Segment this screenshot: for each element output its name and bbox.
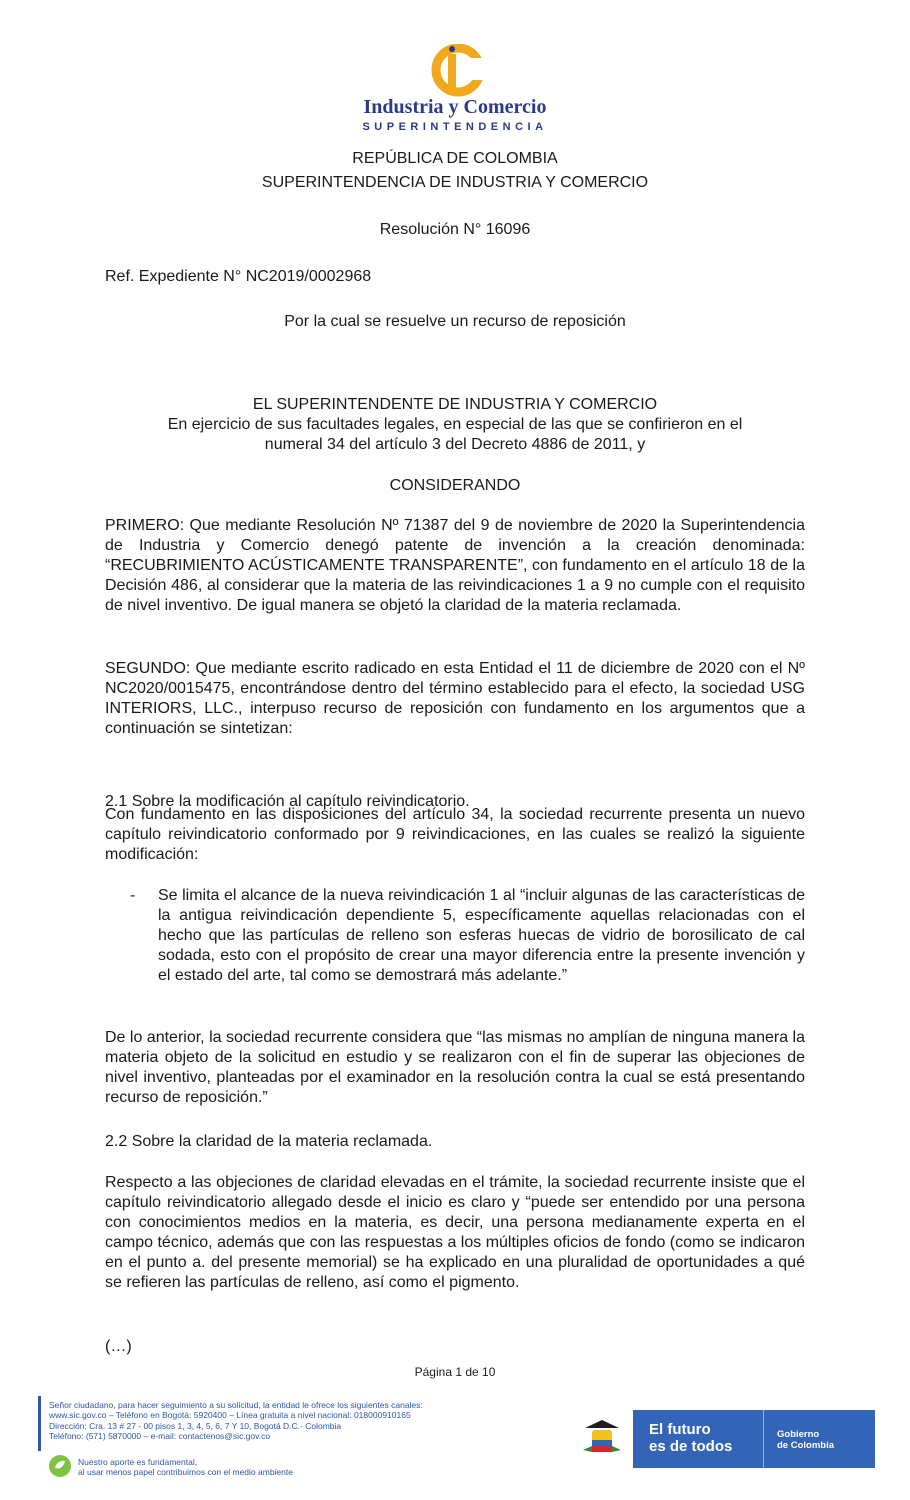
footer-accent-line xyxy=(38,1396,41,1451)
resolution-subject: Por la cual se resuelve un recurso de reposición xyxy=(284,313,626,330)
footer-line-3: Dirección: Cra. 13 # 27 - 00 pisos 1, 3, 4, 5, 6, 7 Y 10, Bogotá D.C.- Colombia xyxy=(49,1421,342,1431)
paragraph-2-1: Con fundamento en las disposiciones del artículo 34, la sociedad recurrente presenta un nuevo capítulo reivindicatorio conformado por 9 reivindicaciones, en las cuales se realizó la siguiente modificación: xyxy=(105,806,805,863)
sic-logo xyxy=(330,44,580,136)
gov-name xyxy=(777,1429,834,1451)
gov-divider xyxy=(763,1410,764,1468)
footer-eco-line-2: al usar menos papel contribuimos con el medio ambiente xyxy=(78,1467,293,1477)
authority-line-1: En ejercicio de sus facultades legales, en especial de las que se confirieron en el xyxy=(167,416,743,433)
paragraph-lo-anterior: De lo anterior, la sociedad recurrente considera que “las mismas no amplían de ninguna manera la materia objeto de la solicitud en estudio y se realizaron con el fin de superar las objeciones de nivel inventivo, planteadas por el examinador en la resolución contra la cual se está presentando recurso de reposición.” xyxy=(105,1029,805,1106)
gov-name-line-1: Gobierno xyxy=(777,1429,820,1440)
leaf-icon xyxy=(48,1454,72,1478)
footer-line-2: www.sic.gov.co – Teléfono en Bogotá: 5920400 – Línea gratuita a nivel nacional: 018000910165 xyxy=(49,1410,411,1420)
paragraph-2-2: Respecto a las objeciones de claridad elevadas en el trámite, la sociedad recurrente insiste que el capítulo reivindicatorio allegado desde el inicio es claro y “puede ser entendido por una persona con conocimientos medios en la materia, es decir, una persona medianamente experta en el campo técnico, además que con las respuestas a los múltiples oficios de fondo (como se indicaron en el punto a. del presente memorial) se ha explicado en una pluralidad de oportunidades a qué se refieren las partículas de relleno, así como el pigmento. xyxy=(105,1174,805,1291)
paragraph-primero: PRIMERO: Que mediante Resolución Nº 71387 del 9 de noviembre de 2020 la Superintendencia de Industria y Comercio denegó patente de invención a la creación denominada: “RECUBRIMIENTO ACÚSTICAMENTE TRANSPARENTE”, con fundamento en el artículo 18 de la Decisión 486, al considerar que la materia de las reivindicaciones 1 a 9 no cumple con el requisito de nivel inventivo. De igual manera se objetó la claridad de la materia reclamada. xyxy=(105,517,805,614)
colombia-coat-of-arms-icon xyxy=(571,1410,633,1468)
gov-badge xyxy=(571,1410,875,1468)
gov-slogan-line-2: es de todos xyxy=(649,1438,733,1455)
section-2-1-heading: 2.1 Sobre la modificación al capítulo reivindicatorio. xyxy=(105,793,470,810)
considerando-heading: CONSIDERANDO xyxy=(389,477,521,494)
sic-emblem-icon xyxy=(330,44,580,100)
bullet-item-1: Se limita el alcance de la nueva reivindicación 1 al “incluir algunas de las características de la antigua reivindicación dependiente 5, específicamente aquellas relacionadas con el hecho que las partículas de relleno son esferas huecas de vidrio de borosilicato de cal sodada, esto con el propósito de crear una mayor diferencia entre la presente invención y el estado del arte, tal como se demostrará más adelante.” xyxy=(158,887,805,984)
republic-title: REPÚBLICA DE COLOMBIA xyxy=(352,150,558,167)
gov-name-line-2: de Colombia xyxy=(777,1440,835,1451)
page-number: Página 1 de 10 xyxy=(414,1365,496,1379)
resolution-number: Resolución N° 16096 xyxy=(379,221,531,238)
paragraph-segundo: SEGUNDO: Que mediante escrito radicado en esta Entidad el 11 de diciembre de 2020 con el Nº NC2020/0015475, encontrándose dentro del término establecido para el efecto, la sociedad USG INTERIORS, LLC., interpuso recurso de reposición con fundamento en los argumentos que a continuación se sintetizan: xyxy=(105,660,805,737)
footer-eco-line-1: Nuestro aporte es fundamental, xyxy=(78,1457,198,1467)
footer-line-1: Señor ciudadano, para hacer seguimiento a su solicitud, la entidad le ofrece los siguientes canales: xyxy=(49,1400,423,1410)
logo-sub-text: SUPERINTENDENCIA xyxy=(362,121,548,133)
gov-slogan xyxy=(649,1421,732,1455)
gov-slogan-line-1: El futuro xyxy=(649,1421,711,1438)
section-2-2-heading: 2.2 Sobre la claridad de la materia reclamada. xyxy=(105,1133,433,1150)
reference-number: Ref. Expediente N° NC2019/0002968 xyxy=(105,268,372,285)
logo-brand-text: Industria y Comercio xyxy=(363,96,547,118)
authority-title: EL SUPERINTENDENTE DE INDUSTRIA Y COMERCIO xyxy=(252,396,658,413)
ellipsis: (…) xyxy=(105,1338,132,1355)
footer-line-4: Teléfono: (571) 5870000 – e-mail: contactenos@sic.gov.co xyxy=(49,1431,271,1441)
entity-title: SUPERINTENDENCIA DE INDUSTRIA Y COMERCIO xyxy=(261,174,649,191)
authority-line-2: numeral 34 del artículo 3 del Decreto 4886 de 2011, y xyxy=(264,436,646,453)
bullet-dash: - xyxy=(130,887,136,904)
